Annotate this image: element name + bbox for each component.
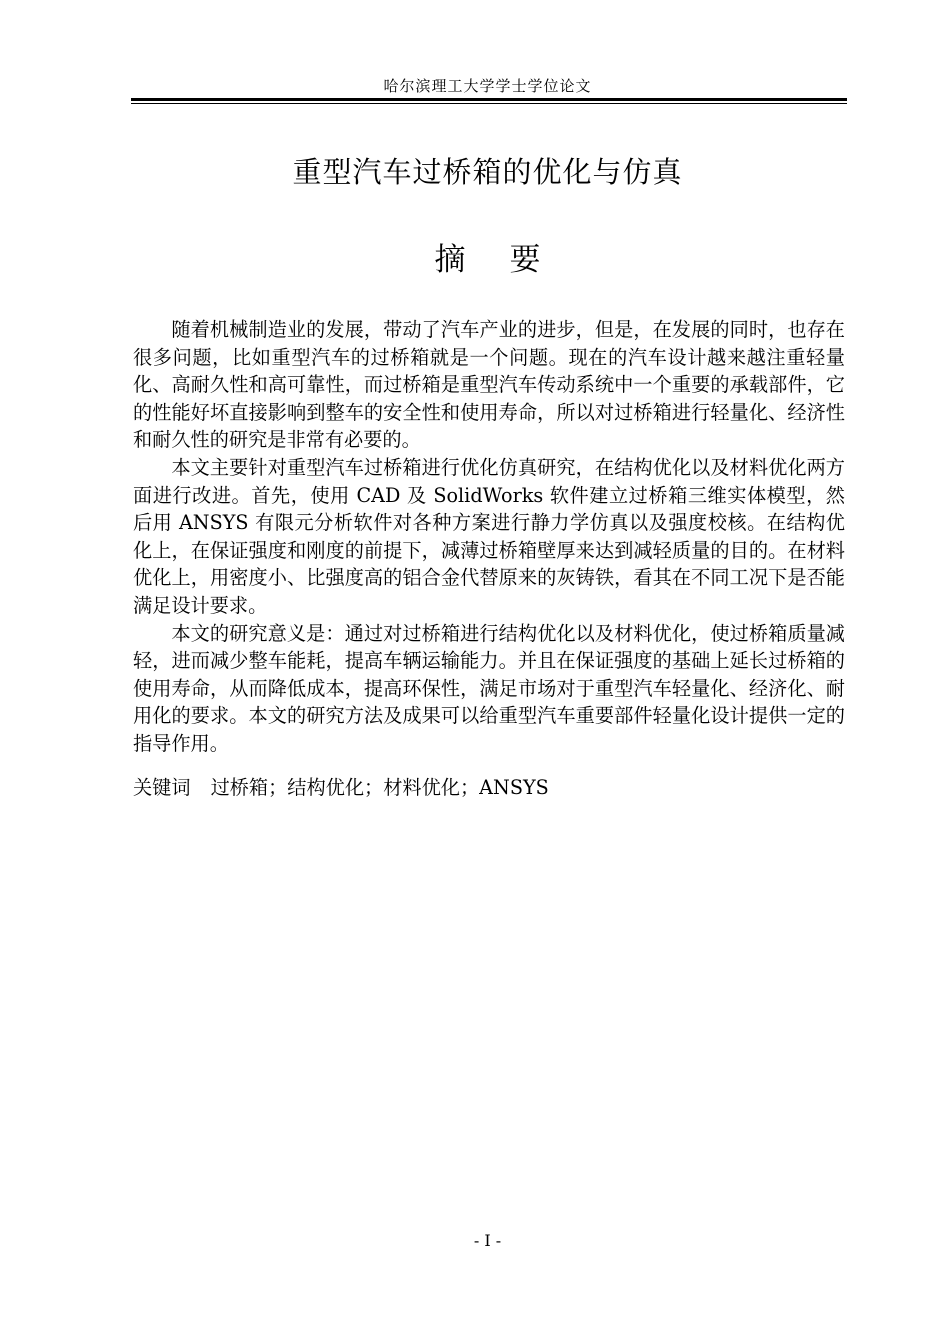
keywords-line [133,774,845,802]
abstract-heading-char-1: 摘 [434,242,466,278]
abstract-heading-char-2: 要 [509,242,541,278]
keywords-text: 过桥箱；结构优化；材料优化；ANSYS [210,776,549,799]
abstract-paragraph-3: 本文的研究意义是：通过对过桥箱进行结构优化以及材料优化，使过桥箱质量减轻，进而减少整车能耗，提高车辆运输能力。并且在保证强度的基础上延长过桥箱的使用寿命，从而降低成本，提高环保性，满足市场对于重型汽车轻量化、经济化、耐用化的要求。本文的研究方法及成果可以给重型汽车重要部件轻量化设计提供一定的指导作用。 [133,621,845,755]
page-number: - I - [473,1231,502,1250]
header-rule-thin [131,103,847,104]
document-title: 重型汽车过桥箱的优化与仿真 [292,155,683,189]
abstract-paragraph-1: 随着机械制造业的发展，带动了汽车产业的进步，但是，在发展的同时，也存在很多问题，比如重型汽车的过桥箱就是一个问题。现在的汽车设计越来越注重轻量化、高耐久性和高可靠性，而过桥箱是重型汽车传动系统中一个重要的承载部件，它的性能好坏直接影响到整车的安全性和使用寿命，所以对过桥箱进行轻量化、经济性和耐久性的研究是非常有必要的。 [133,318,845,452]
keywords-label: 关键词 [133,776,191,799]
header-rule-thick [131,98,847,101]
header-rule [131,98,847,104]
abstract-heading [0,240,950,280]
running-header: 哈尔滨理工大学学士学位论文 [383,77,592,95]
abstract-paragraph-2: 本文主要针对重型汽车过桥箱进行优化仿真研究，在结构优化以及材料优化两方面进行改进。首先，使用 CAD 及 SolidWorks 软件建立过桥箱三维实体模型，然后用 ANSYS 有限元分析软件对各种方案进行静力学仿真以及强度校核。在结构优化上，在保证强度和刚度的前提下，减薄过桥箱壁厚来达到减轻质量的目的。在材料优化上，用密度小、比强度高的铝合金代替原来的灰铸铁，看其在不同工况下是否能满足设计要求。 [133,455,845,617]
abstract-body [133,316,845,758]
